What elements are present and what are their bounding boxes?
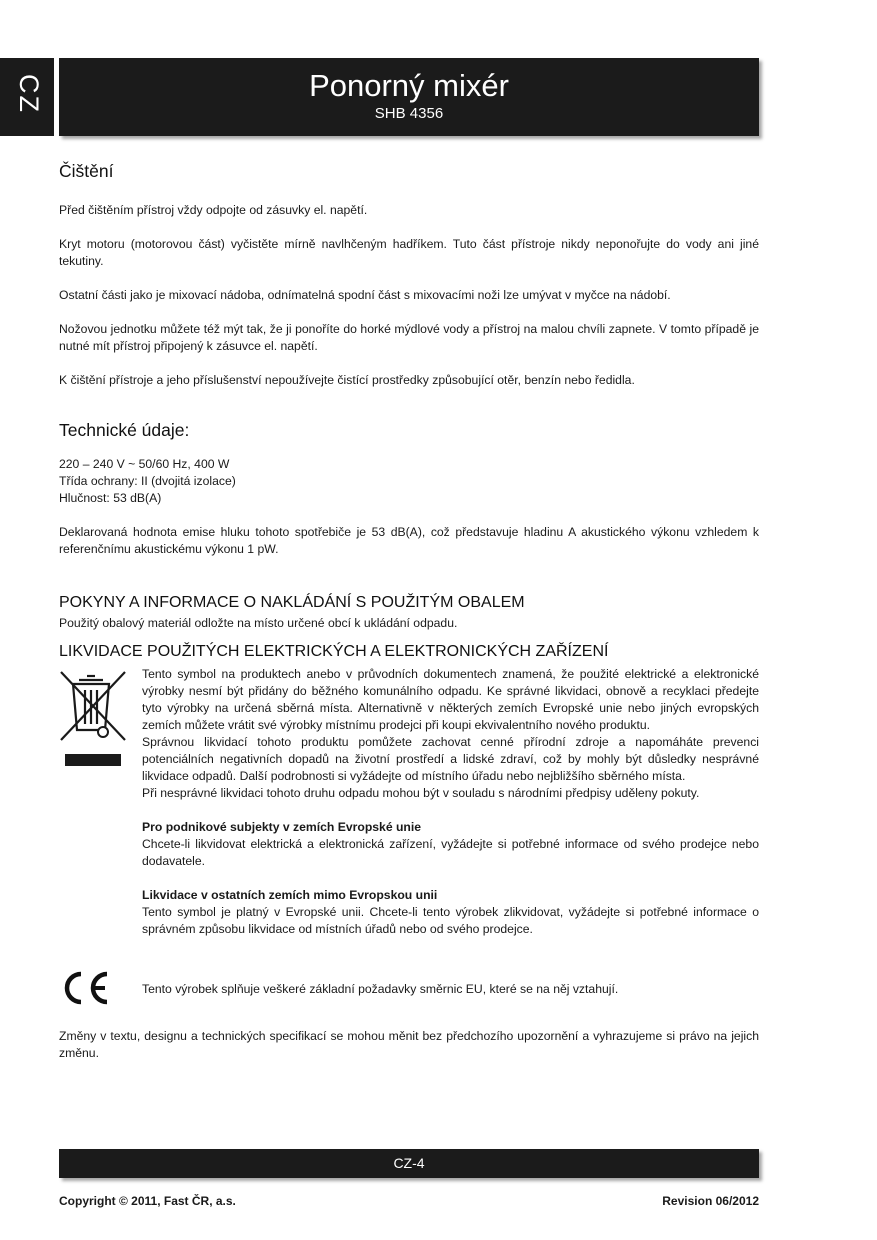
- ce-compliance-text: Tento výrobek splňuje veškeré základní požadavky směrnic EU, které se na něj vztahují.: [142, 982, 619, 996]
- specs-power: 220 – 240 V ~ 50/60 Hz, 400 W: [59, 457, 230, 471]
- packaging-text: Použitý obalový materiál odložte na místo určené obcí k ukládání odpadu.: [59, 616, 458, 630]
- disposal-heading: LIKVIDACE POUŽITÝCH ELEKTRICKÝCH A ELEKTRONICKÝCH ZAŘÍZENÍ: [59, 643, 609, 660]
- language-code: CZ: [14, 74, 44, 114]
- specs-noise: Hlučnost: 53 dB(A): [59, 491, 162, 505]
- changes-note: Změny v textu, designu a technických specifikací se mohou měnit bez předchozího upozornění a vyhrazujeme si právo na jejich změnu.: [59, 1029, 759, 1060]
- cleaning-paragraph-2: Kryt motoru (motorovou část) vyčistěte mírně navlhčeným hadříkem. Tuto část přístroje nikdy neponořujte do vody ani jiné tekutiny.: [59, 237, 759, 268]
- revision: Revision 06/2012: [662, 1194, 759, 1208]
- disposal-paragraph-2: Správnou likvidací tohoto produktu pomůžete zachovat cenné přírodní zdroje a napomáháte prevenci potenciálních negativních dopadů na životní prostředí a lidské zdraví, což by mohly být důsledky nesprávné likvidace odpadů. Další podrobnosti si vyžádejte od místního úřadu nebo nejbližšího sběrného místa.: [142, 735, 759, 783]
- packaging-heading: POKYNY A INFORMACE O NAKLÁDÁNÍ S POUŽITÝM OBALEM: [59, 594, 525, 611]
- cleaning-heading: Čištění: [59, 161, 114, 181]
- specs-noise-declaration: Deklarovaná hodnota emise hluku tohoto spotřebiče je 53 dB(A), což představuje hladinu A akustického výkonu vzhledem k referenčnímu akustickému výkonu 1 pW.: [59, 525, 759, 556]
- business-text: Chcete-li likvidovat elektrická a elektronická zařízení, vyžádejte si potřebné informace od svého prodejce nebo dodavatele.: [142, 837, 759, 868]
- cleaning-paragraph-5: K čištění přístroje a jeho příslušenství nepoužívejte čistící prostředky způsobující otěr, benzín nebo ředidla.: [59, 373, 635, 387]
- cleaning-paragraph-1: Před čištěním přístroj vždy odpojte od zásuvky el. napětí.: [59, 203, 368, 217]
- ce-mark-icon: [59, 968, 111, 1008]
- footer-bar: [59, 1149, 759, 1178]
- disposal-block: [59, 666, 759, 938]
- language-tab: [0, 58, 54, 136]
- cleaning-paragraph-3: Ostatní části jako je mixovací nádoba, odnímatelná spodní část s mixovacími noži lze umývat v myčce na nádobí.: [59, 288, 671, 302]
- specs-heading: Technické údaje:: [59, 420, 190, 440]
- content: [59, 160, 759, 1062]
- other-countries-heading: Likvidace v ostatních zemích mimo Evropskou unii: [142, 888, 438, 902]
- disposal-paragraph-1: Tento symbol na produktech anebo v průvodních dokumentech znamená, že použité elektrické a elektronické výrobky nesmí být přidány do běžného komunálního odpadu. Ke správné likvidaci, obnově a recyklaci předejte tyto výrobky na určená sběrná místa. Alternativně v některých zemích Evropské unie nebo jiných evropských zemích můžete vrátit své výrobky místnímu prodejci při koupi ekvivalentního nového produktu.: [142, 667, 759, 732]
- document-title: Ponorný mixér: [309, 68, 509, 103]
- page-number: CZ-4: [393, 1155, 425, 1171]
- specs-protection-class: Třída ochrany: II (dvojitá izolace): [59, 474, 236, 488]
- cleaning-paragraph-4: Nožovou jednotku můžete též mýt tak, že ji ponoříte do horké mýdlové vody a přístroj na malou chvíli zapnete. V tomto případě je nutné mít přístroj připojený k zásuvce el. napětí.: [59, 322, 759, 353]
- disposal-paragraph-3: Při nesprávné likvidaci tohoto druhu odpadu mohou být v souladu s národními předpisy uděleny pokuty.: [142, 786, 700, 800]
- other-countries-text: Tento symbol je platný v Evropské unii. Chcete-li tento výrobek zlikvidovat, vyžádejte si potřebné informace o správném způsobu likvidace od místních úřadů nebo od svého prodejce.: [142, 905, 759, 936]
- model-number: SHB 4356: [374, 105, 444, 122]
- business-heading: Pro podnikové subjekty v zemích Evropské unie: [142, 820, 422, 834]
- header-bar: [59, 58, 759, 136]
- copyright: Copyright © 2011, Fast ČR, a.s.: [59, 1194, 236, 1208]
- ce-row: [59, 968, 759, 1020]
- weee-crossed-bin-icon: [59, 670, 127, 768]
